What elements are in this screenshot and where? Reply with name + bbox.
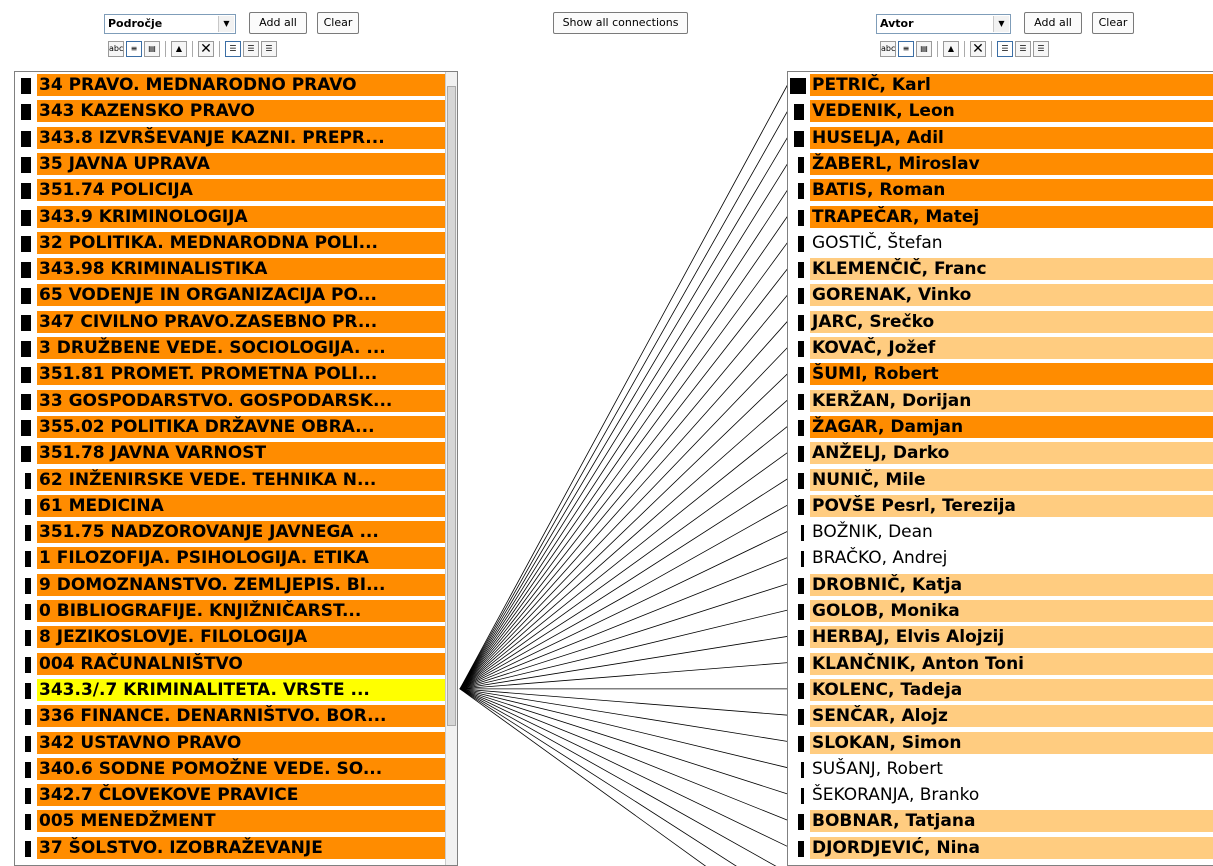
left-list-item-label: 351.81 PROMET. PROMETNA POLI...: [37, 363, 445, 385]
left-list-item-label: 343.8 IZVRŠEVANJE KAZNI. PREPR...: [37, 127, 445, 149]
left-list-item[interactable]: [15, 258, 445, 282]
right-list-item-label: VEDENIK, Leon: [810, 100, 1213, 122]
connection-line: [460, 689, 788, 742]
connection-count-marker: [798, 473, 804, 489]
connection-count-marker: [21, 288, 31, 304]
left-list-item-label: 1 FILOZOFIJA. PSIHOLOGIJA. ETIKA: [37, 547, 445, 569]
connection-count-marker: [798, 841, 804, 857]
right-list-item[interactable]: [788, 784, 1213, 808]
left-list-item[interactable]: [15, 363, 445, 387]
connection-count-marker: [798, 683, 804, 699]
left-list-item-label: 37 ŠOLSTVO. IZOBRAŽEVANJE: [37, 837, 445, 859]
right-list-item[interactable]: [788, 153, 1213, 177]
right-list-item-label: KERŽAN, Dorijan: [810, 390, 1213, 412]
connection-count-marker: [798, 236, 804, 252]
right-list-item-label: BATIS, Roman: [810, 179, 1213, 201]
connection-count-marker: [21, 420, 31, 436]
left-list-item[interactable]: [15, 574, 445, 598]
left-list-item-label: 340.6 SODNE POMOŽNE VEDE. SO...: [37, 758, 445, 780]
left-list-item-label: 65 VODENJE IN ORGANIZACIJA PO...: [37, 284, 445, 306]
right-list-item[interactable]: [788, 600, 1213, 624]
chevron-down-icon[interactable]: ▼: [218, 16, 234, 32]
right-list-item-label: KLEMENČIČ, Franc: [810, 258, 1213, 280]
connection-count-marker: [798, 341, 804, 357]
connection-count-marker: [801, 788, 804, 804]
right-toolbar: [880, 41, 1049, 59]
move-up-icon[interactable]: ▲: [943, 41, 959, 57]
connection-line: [460, 268, 788, 689]
left-list-item-label: 342.7 ČLOVEKOVE PRAVICE: [37, 784, 445, 806]
connection-count-marker: [21, 157, 31, 173]
right-list-item-label: KOLENC, Tadeja: [810, 679, 1213, 701]
right-list-item-label: SLOKAN, Simon: [810, 732, 1213, 754]
remove-icon[interactable]: ✕: [198, 41, 214, 57]
left-list-item-label: 351.78 JAVNA VARNOST: [37, 442, 445, 464]
left-list-item-label: 62 INŽENIRSKE VEDE. TEHNIKA N...: [37, 469, 445, 491]
left-list-item[interactable]: [15, 337, 445, 361]
left-list-item[interactable]: [15, 232, 445, 256]
left-list-item-label: 34 PRAVO. MEDNARODNO PRAVO: [37, 74, 445, 96]
right-category-dropdown[interactable]: [876, 14, 1011, 34]
connection-line: [460, 216, 788, 689]
connection-count-marker: [798, 420, 804, 436]
left-list-item-label: 005 MENEDŽMENT: [37, 810, 445, 832]
right-list-item[interactable]: [788, 521, 1213, 545]
left-list-item-label: 9 DOMOZNANSTVO. ZEMLJEPIS. BI...: [37, 574, 445, 596]
left-list-item-label: 351.74 POLICIJA: [37, 179, 445, 201]
left-list-item[interactable]: [15, 469, 445, 493]
left-list-item[interactable]: [15, 127, 445, 151]
left-list-item[interactable]: [15, 653, 445, 677]
align-right-icon[interactable]: ☰: [1033, 41, 1049, 57]
connection-count-marker: [25, 499, 31, 515]
right-author-list[interactable]: [787, 71, 1213, 866]
abc-sort-icon[interactable]: abc: [108, 41, 124, 57]
toolbar-divider: [219, 41, 220, 57]
left-clear-button[interactable]: Clear: [317, 12, 359, 34]
connection-count-marker: [21, 183, 31, 199]
connection-count-marker: [25, 841, 31, 857]
left-list-item-label: 3 DRUŽBENE VEDE. SOCIOLOGIJA. ...: [37, 337, 445, 359]
left-list-item[interactable]: [15, 495, 445, 519]
right-list-item-label: GORENAK, Vinko: [810, 284, 1213, 306]
right-list-item[interactable]: [788, 679, 1213, 703]
connection-count-marker: [801, 525, 804, 541]
connection-line: [460, 689, 788, 847]
connection-count-marker: [798, 736, 804, 752]
connection-count-marker: [25, 683, 31, 699]
left-list-item[interactable]: [15, 626, 445, 650]
left-list-item-label: 342 USTAVNO PRAVO: [37, 732, 445, 754]
align-center-icon[interactable]: ☰: [243, 41, 259, 57]
connection-count-marker: [21, 341, 31, 357]
right-list-item-label: GOLOB, Monika: [810, 600, 1213, 622]
right-list-item[interactable]: [788, 258, 1213, 282]
connection-line: [460, 321, 788, 689]
right-list-item[interactable]: [788, 127, 1213, 151]
list-view-icon[interactable]: ≡: [126, 41, 142, 57]
left-toolbar: [108, 41, 277, 59]
right-list-item[interactable]: [788, 653, 1213, 677]
right-list-item[interactable]: [788, 284, 1213, 308]
align-center-icon[interactable]: ☰: [1015, 41, 1031, 57]
connection-line: [460, 584, 788, 689]
right-list-item[interactable]: [788, 74, 1213, 98]
connection-line: [460, 531, 788, 689]
connection-count-marker: [21, 367, 31, 383]
right-list-item[interactable]: [788, 758, 1213, 782]
connection-count-marker: [25, 604, 31, 620]
connection-line: [460, 84, 788, 689]
align-right-icon[interactable]: ☰: [261, 41, 277, 57]
connection-line: [460, 610, 788, 689]
right-list-item-label: BOBNAR, Tatjana: [810, 810, 1213, 832]
connection-count-marker: [21, 104, 31, 120]
left-list-item[interactable]: [15, 100, 445, 124]
left-list-item[interactable]: [15, 547, 445, 571]
right-list-item-label: DROBNIČ, Katja: [810, 574, 1213, 596]
right-list-item-label: PETRIČ, Karl: [810, 74, 1213, 96]
left-list-item[interactable]: [15, 284, 445, 308]
connection-line: [460, 137, 788, 689]
connection-count-marker: [25, 762, 31, 778]
connection-count-marker: [798, 814, 804, 830]
right-clear-button[interactable]: Clear: [1092, 12, 1134, 34]
detail-view-icon[interactable]: ▤: [144, 41, 160, 57]
toolbar-divider: [964, 41, 965, 57]
connection-line: [460, 189, 788, 689]
connection-count-marker: [798, 578, 804, 594]
connection-line: [460, 689, 788, 821]
right-list-item-label: HUSELJA, Adil: [810, 127, 1213, 149]
right-list-item[interactable]: [788, 232, 1213, 256]
connection-count-marker: [798, 630, 804, 646]
left-list-item[interactable]: [15, 732, 445, 756]
right-list-item-label: ŽABERL, Miroslav: [810, 153, 1213, 175]
toolbar-divider: [991, 41, 992, 57]
left-scrollbar[interactable]: [445, 72, 457, 865]
left-list-item[interactable]: [15, 416, 445, 440]
left-list-item-label: 343.3/.7 KRIMINALITETA. VRSTE ...: [37, 679, 445, 701]
right-list-item-label: SENČAR, Alojz: [810, 705, 1213, 727]
right-list-item[interactable]: [788, 311, 1213, 335]
left-list-item[interactable]: [15, 74, 445, 98]
right-list-item-label: KLANČNIK, Anton Toni: [810, 653, 1213, 675]
right-list-item[interactable]: [788, 442, 1213, 466]
right-dropdown-value: Avtor: [880, 17, 914, 30]
left-list-item[interactable]: [15, 784, 445, 808]
left-list-item-label: 0 BIBLIOGRAFIJE. KNJIŽNIČARST...: [37, 600, 445, 622]
chevron-down-icon[interactable]: ▼: [993, 16, 1009, 32]
detail-view-icon[interactable]: ▤: [916, 41, 932, 57]
right-list-item[interactable]: [788, 363, 1213, 387]
left-list-item-label: 336 FINANCE. DENARNIŠTVO. BOR...: [37, 705, 445, 727]
right-list-item[interactable]: [788, 179, 1213, 203]
left-list-item-label: 61 MEDICINA: [37, 495, 445, 517]
connection-count-marker: [801, 762, 804, 778]
align-left-icon[interactable]: ☰: [225, 41, 241, 57]
left-list-item-label: 351.75 NADZOROVANJE JAVNEGA ...: [37, 521, 445, 543]
connection-count-marker: [25, 709, 31, 725]
connection-line: [460, 689, 788, 715]
left-list-item[interactable]: [15, 679, 445, 703]
left-list-item[interactable]: [15, 705, 445, 729]
left-add-all-button[interactable]: Add all: [249, 12, 307, 34]
list-view-icon[interactable]: ≡: [898, 41, 914, 57]
left-dropdown-value: Področje: [108, 17, 163, 30]
connection-count-marker: [25, 525, 31, 541]
left-list-item[interactable]: [15, 390, 445, 414]
right-list-item[interactable]: [788, 390, 1213, 414]
right-list-item-label: ANŽELJ, Darko: [810, 442, 1213, 464]
connection-count-marker: [25, 578, 31, 594]
connection-count-marker: [25, 736, 31, 752]
right-list-item-label: BOŽNIK, Dean: [810, 521, 1213, 543]
connection-count-marker: [790, 78, 806, 94]
right-list-item[interactable]: [788, 574, 1213, 598]
right-list-item[interactable]: [788, 810, 1213, 834]
left-list-item-label: 347 CIVILNO PRAVO.ZASEBNO PR...: [37, 311, 445, 333]
connection-count-marker: [798, 394, 804, 410]
left-list-item[interactable]: [15, 311, 445, 335]
connection-line: [460, 689, 788, 768]
connection-line: [460, 347, 788, 689]
connection-line: [460, 242, 788, 689]
connection-line: [460, 479, 788, 689]
left-list-item[interactable]: [15, 810, 445, 834]
connection-line: [460, 373, 788, 689]
right-list-item[interactable]: [788, 626, 1213, 650]
connection-count-marker: [21, 446, 31, 462]
connection-count-marker: [798, 315, 804, 331]
align-left-icon[interactable]: ☰: [997, 41, 1013, 57]
right-list-item-label: JARC, Srečko: [810, 311, 1213, 333]
right-list-item[interactable]: [788, 469, 1213, 493]
connection-line: [460, 636, 788, 689]
left-list-item-label: 343.98 KRIMINALISTIKA: [37, 258, 445, 280]
connection-line: [460, 505, 788, 689]
toolbar-divider: [192, 41, 193, 57]
connection-line: [460, 663, 788, 689]
left-list-item[interactable]: [15, 442, 445, 466]
left-category-list[interactable]: [14, 71, 458, 866]
right-list-item-label: ŠUMI, Robert: [810, 363, 1213, 385]
right-list-item-label: NUNIČ, Mile: [810, 469, 1213, 491]
connection-count-marker: [798, 657, 804, 673]
connection-line: [460, 110, 788, 689]
right-list-item-label: TRAPEČAR, Matej: [810, 206, 1213, 228]
connection-count-marker: [21, 131, 31, 147]
right-list-item[interactable]: [788, 705, 1213, 729]
connection-count-marker: [798, 262, 804, 278]
connection-count-marker: [798, 157, 804, 173]
right-list-item-label: KOVAČ, Jožef: [810, 337, 1213, 359]
left-list-item-label: 343 KAZENSKO PRAVO: [37, 100, 445, 122]
connection-count-marker: [798, 709, 804, 725]
connection-count-marker: [798, 604, 804, 620]
right-list-item-label: SUŠANJ, Robert: [810, 758, 1213, 780]
right-list-item[interactable]: [788, 337, 1213, 361]
left-list-item-label: 35 JAVNA UPRAVA: [37, 153, 445, 175]
connection-count-marker: [21, 315, 31, 331]
right-list-item[interactable]: [788, 547, 1213, 571]
connection-line: [460, 163, 788, 689]
right-list-item-label: POVŠE Pesrl, Terezija: [810, 495, 1213, 517]
left-list-item-label: 32 POLITIKA. MEDNARODNA POLI...: [37, 232, 445, 254]
left-list-item[interactable]: [15, 600, 445, 624]
right-list-item-label: GOSTIČ, Štefan: [810, 232, 1213, 254]
connection-count-marker: [25, 630, 31, 646]
show-all-connections-button[interactable]: Show all connections: [553, 12, 688, 34]
connection-line: [460, 452, 788, 689]
connection-count-marker: [25, 788, 31, 804]
connection-count-marker: [798, 446, 804, 462]
connection-line: [460, 689, 788, 866]
right-list-item-label: DJORDJEVIĆ, Nina: [810, 837, 1213, 859]
left-list-item[interactable]: [15, 837, 445, 861]
connection-count-marker: [25, 814, 31, 830]
connection-count-marker: [798, 367, 804, 383]
toolbar-divider: [165, 41, 166, 57]
left-list-item-label: 33 GOSPODARSTVO. GOSPODARSK...: [37, 390, 445, 412]
connection-line: [460, 689, 788, 866]
connection-count-marker: [798, 210, 804, 226]
connection-count-marker: [21, 236, 31, 252]
connection-count-marker: [798, 183, 804, 199]
right-list-item[interactable]: [788, 100, 1213, 124]
connection-count-marker: [25, 551, 31, 567]
right-list-item[interactable]: [788, 732, 1213, 756]
move-up-icon[interactable]: ▲: [171, 41, 187, 57]
connection-count-marker: [798, 499, 804, 515]
left-scrollbar-thumb[interactable]: [447, 86, 456, 726]
abc-sort-icon[interactable]: abc: [880, 41, 896, 57]
left-category-dropdown[interactable]: [104, 14, 236, 34]
right-add-all-button[interactable]: Add all: [1024, 12, 1082, 34]
left-list-item[interactable]: [15, 521, 445, 545]
connection-line: [460, 689, 788, 866]
left-list-item-label: 8 JEZIKOSLOVJE. FILOLOGIJA: [37, 626, 445, 648]
left-list-item-label: 343.9 KRIMINOLOGIJA: [37, 206, 445, 228]
left-list-item[interactable]: [15, 758, 445, 782]
connection-line: [460, 689, 788, 794]
connection-line: [460, 426, 788, 689]
left-list-item[interactable]: [15, 153, 445, 177]
remove-icon[interactable]: ✕: [970, 41, 986, 57]
left-list-item[interactable]: [15, 179, 445, 203]
connection-count-marker: [794, 104, 804, 120]
right-list-item[interactable]: [788, 206, 1213, 230]
left-list-item-label: 004 RAČUNALNIŠTVO: [37, 653, 445, 675]
connection-line: [460, 557, 788, 689]
right-list-item-label: HERBAJ, Elvis Alojzij: [810, 626, 1213, 648]
right-list-item-label: ŠEKORANJA, Branko: [810, 784, 1213, 806]
connection-line: [460, 294, 788, 689]
connection-count-marker: [21, 262, 31, 278]
connection-count-marker: [25, 657, 31, 673]
connection-count-marker: [21, 78, 31, 94]
left-list-item[interactable]: [15, 206, 445, 230]
right-list-item-label: BRAČKO, Andrej: [810, 547, 1213, 569]
connection-count-marker: [794, 131, 804, 147]
connection-count-marker: [25, 473, 31, 489]
connection-count-marker: [798, 288, 804, 304]
connection-count-marker: [801, 551, 804, 567]
left-list-item-label: 355.02 POLITIKA DRŽAVNE OBRA...: [37, 416, 445, 438]
connection-line: [460, 400, 788, 689]
right-list-item[interactable]: [788, 416, 1213, 440]
toolbar-divider: [937, 41, 938, 57]
right-list-item[interactable]: [788, 837, 1213, 861]
right-list-item-label: ŽAGAR, Damjan: [810, 416, 1213, 438]
right-list-item[interactable]: [788, 495, 1213, 519]
connection-count-marker: [21, 394, 31, 410]
connection-count-marker: [21, 210, 31, 226]
